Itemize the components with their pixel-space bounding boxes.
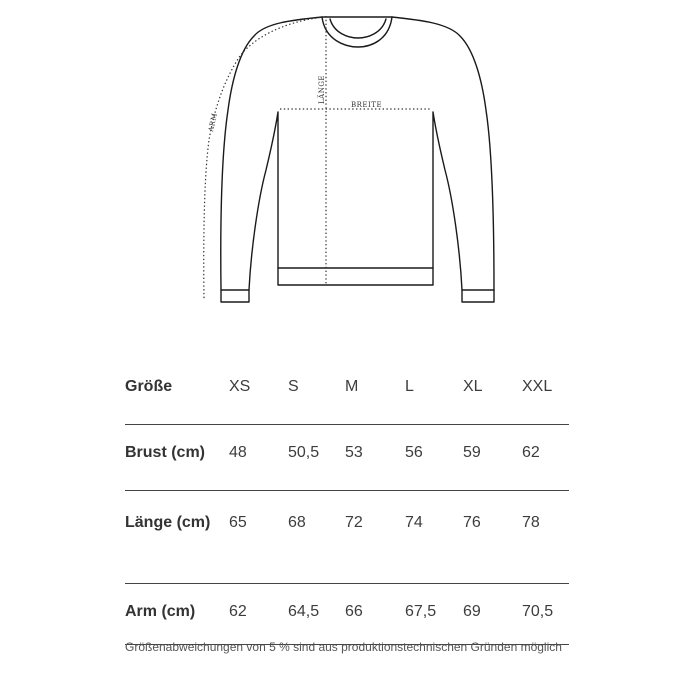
table-cell: 72: [345, 491, 405, 584]
table-cell: 69: [463, 584, 522, 645]
sweatshirt-illustration: [0, 0, 689, 320]
sweatshirt-outline: [221, 17, 494, 290]
table-cell: 56: [405, 425, 463, 491]
table-cell: 76: [463, 491, 522, 584]
size-header: M: [345, 363, 405, 425]
table-cell: 64,5: [288, 584, 345, 645]
table-cell: 65: [229, 491, 288, 584]
table-cell: 62: [522, 425, 569, 491]
table-header-row: [125, 363, 569, 425]
size-header: L: [405, 363, 463, 425]
size-header: XS: [229, 363, 288, 425]
size-header: XL: [463, 363, 522, 425]
table-cell: 74: [405, 491, 463, 584]
breite-label: BREITE: [351, 101, 383, 109]
table-cell: 53: [345, 425, 405, 491]
table-cell: 66: [345, 584, 405, 645]
laenge-label: LÄNGE: [318, 74, 326, 104]
arm-label: ARM: [207, 112, 219, 133]
table-cell: 67,5: [405, 584, 463, 645]
row-label: Arm (cm): [125, 584, 229, 645]
collar-inner: [330, 19, 386, 38]
table-cell: 70,5: [522, 584, 569, 645]
arm-guide-line: [204, 17, 324, 300]
row-label: Länge (cm): [125, 491, 229, 584]
footnote: Größenabweichungen von 5 % sind aus produktionstechnischen Gründen möglich: [125, 640, 562, 654]
table-cell: 59: [463, 425, 522, 491]
size-header: XXL: [522, 363, 569, 425]
left-cuff-seam: [221, 290, 249, 302]
table-row: [125, 491, 569, 584]
table-cell: 78: [522, 491, 569, 584]
table-cell: 62: [229, 584, 288, 645]
table-row: [125, 425, 569, 491]
table-cell: 50,5: [288, 425, 345, 491]
size-header: S: [288, 363, 345, 425]
table-cell: 48: [229, 425, 288, 491]
right-cuff-seam: [462, 290, 494, 302]
collar-outer: [322, 17, 392, 47]
table-cell: 68: [288, 491, 345, 584]
row-label: Brust (cm): [125, 425, 229, 491]
size-table: [125, 363, 569, 645]
table-header-label: Größe: [125, 363, 229, 425]
